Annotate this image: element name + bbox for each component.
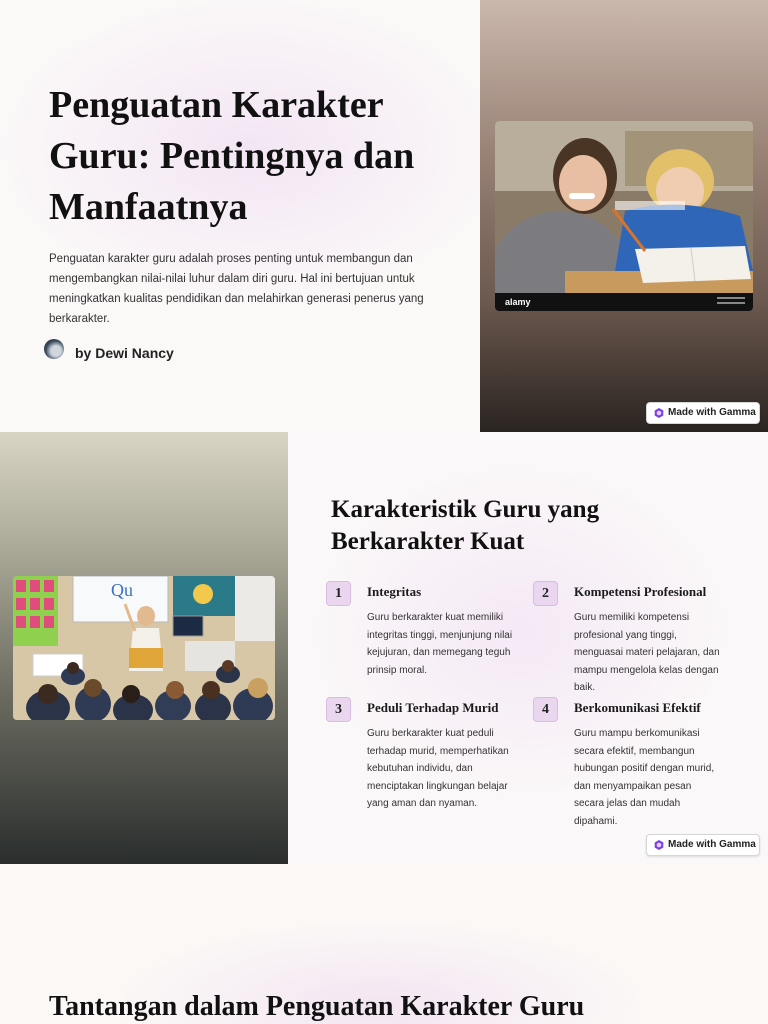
feature-number: 4 <box>533 697 558 722</box>
feature-title: Peduli Terhadap Murid <box>367 700 499 715</box>
whiteboard-text: Qu <box>111 580 133 600</box>
intro-paragraph: Penguatan karakter guru adalah proses penting untuk membangun dan mengembangkan nilai-nilai luhur dalam diri guru. Hal ini bertujuan untuk meningkatkan kualitas pendidikan dan melahirkan generasi penerus yang berkarakter. <box>49 253 424 325</box>
feature-title: Berkomunikasi Efektif <box>574 700 701 715</box>
teacher-student-photo <box>495 121 753 311</box>
feature-description: Guru berkarakter kuat memiliki integritas tinggi, menjunjung nilai kejujuran, dan memegang teguh prinsip moral. <box>367 612 513 676</box>
classroom-photo <box>13 576 275 720</box>
section-title: Karakteristik Guru yang Berkarakter Kuat <box>331 496 600 555</box>
author-name: by Dewi Nancy <box>75 345 174 361</box>
classroom-photo-illustration <box>13 576 275 720</box>
slide-challenges <box>0 864 768 1024</box>
feature-description: Guru mampu berkomunikasi secara efektif, membangun hubungan positif dengan murid, dan menyampaikan pesan secara jelas dan mudah dipahami. <box>574 728 715 827</box>
slide-characteristics <box>0 432 768 864</box>
photo-watermark: alamy <box>505 297 531 307</box>
badge-label: Made with Gamma <box>668 839 756 850</box>
feature-number: 1 <box>326 581 351 606</box>
feature-number: 2 <box>533 581 558 606</box>
feature-number: 3 <box>326 697 351 722</box>
slide-title <box>0 0 768 432</box>
feature-description: Guru berkarakter kuat peduli terhadap murid, memperhatikan kebutuhan individu, dan menciptakan lingkungan belajar yang aman dan nyaman. <box>367 728 509 810</box>
feature-title: Integritas <box>367 584 422 599</box>
page-title: Penguatan Karakter Guru: Pentingnya dan Manfaatnya <box>49 84 415 228</box>
teacher-student-photo-illustration <box>495 121 753 311</box>
section-title: Tantangan dalam Penguatan Karakter Guru <box>49 991 585 1022</box>
feature-title: Kompetensi Profesional <box>574 584 707 599</box>
made-with-gamma-badge[interactable] <box>646 834 760 856</box>
made-with-gamma-badge[interactable] <box>646 402 760 424</box>
author-avatar <box>44 339 64 359</box>
gamma-logo-icon <box>654 408 664 418</box>
gamma-logo-icon <box>654 840 664 850</box>
feature-description: Guru memiliki kompetensi profesional yang tinggi, menguasai materi pelajaran, dan mampu mengelola kelas dengan baik. <box>574 612 720 694</box>
badge-label: Made with Gamma <box>668 407 756 418</box>
